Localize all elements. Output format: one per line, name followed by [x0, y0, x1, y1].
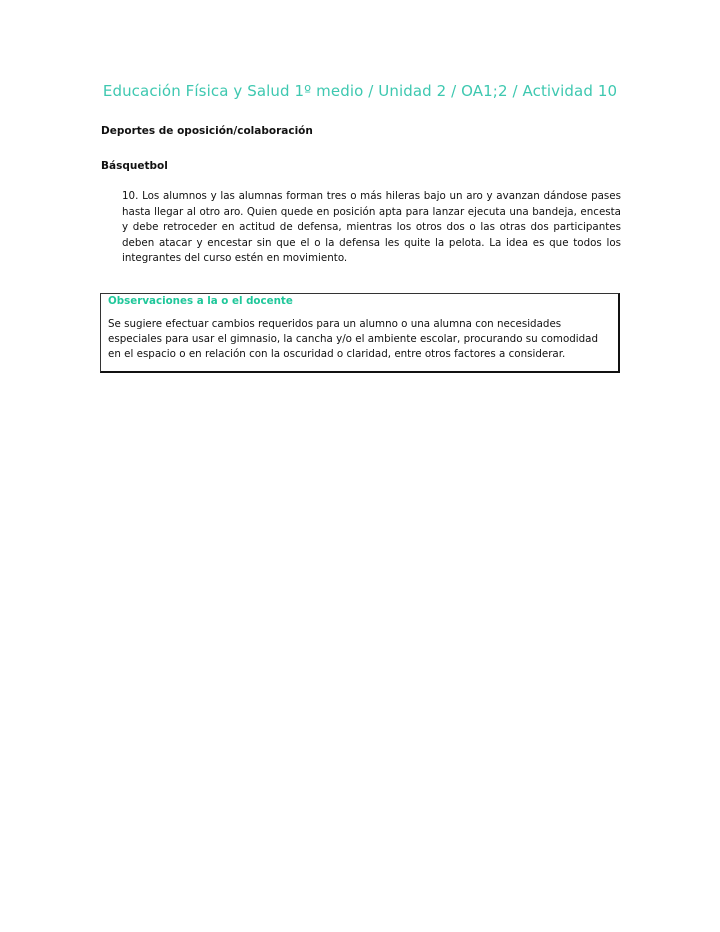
subsection-heading: Básquetbol	[101, 160, 168, 172]
activity-description: 10. Los alumnos y las alumnas forman tres o más hileras bajo un aro y avanzan dándose pases hasta llegar al otro aro. Quien quede en posición apta para lanzar ejecuta una bandeja, encesta y debe retroceder en actitud de defensa, mientras los otros dos o las otras dos participantes deben atacar y encestar sin que el o la defensa les quite la pelota. La idea es que todos los integrantes del curso estén en movimiento.	[122, 190, 621, 265]
section-heading: Deportes de oposición/colaboración	[101, 125, 313, 137]
observations-box	[100, 293, 620, 373]
page-title: Educación Física y Salud 1º medio / Unidad 2 / OA1;2 / Actividad 10	[102, 82, 618, 100]
observations-title: Observaciones a la o el docente	[108, 295, 293, 307]
observations-text: Se sugiere efectuar cambios requeridos para un alumno o una alumna con necesidades especiales para usar el gimnasio, la cancha y/o el ambiente escolar, procurando su comodidad en el espacio o en relación con la oscuridad o claridad, entre otros factores a considerar.	[108, 318, 599, 361]
